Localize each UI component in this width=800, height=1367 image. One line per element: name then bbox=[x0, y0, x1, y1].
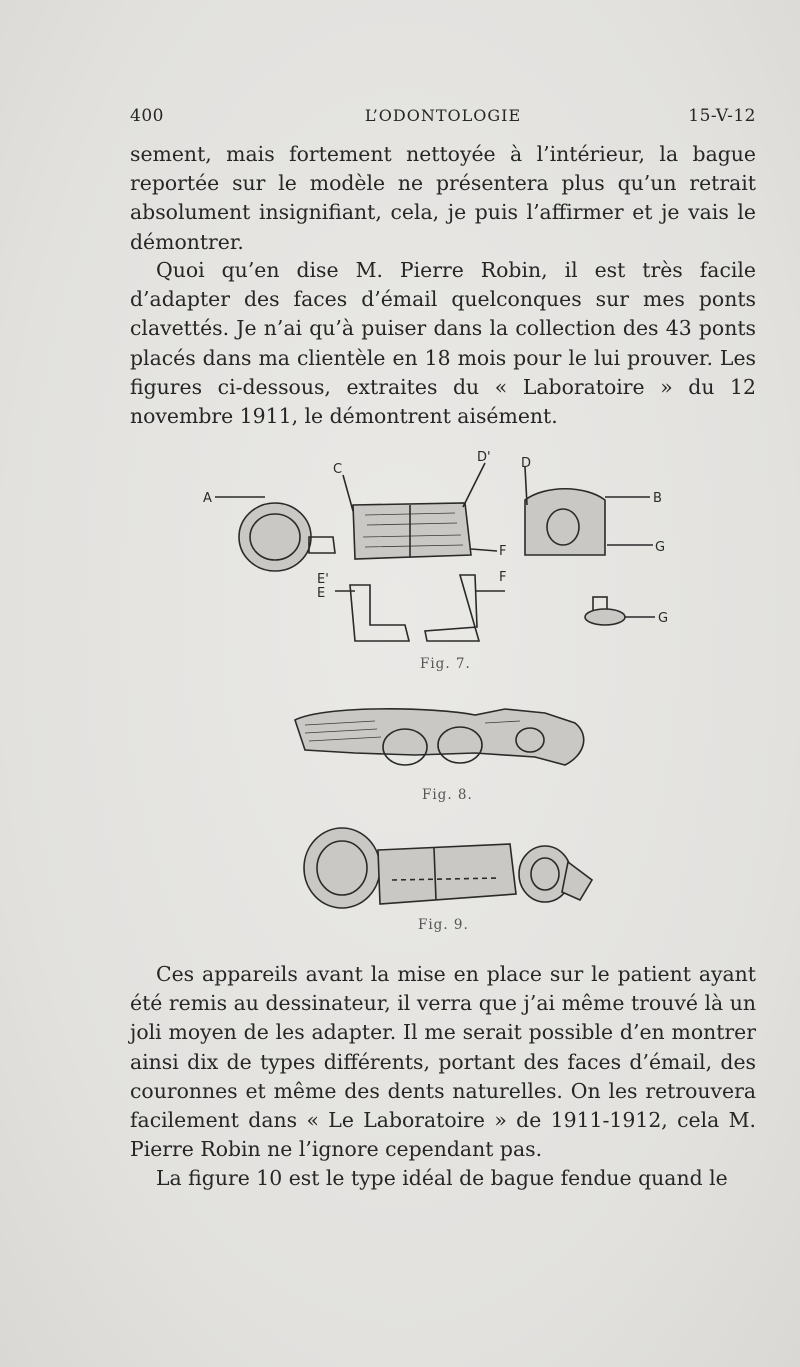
fig7-label-c: C bbox=[333, 462, 343, 477]
page-number: 400 bbox=[130, 106, 164, 126]
fig7-label-g: G bbox=[655, 540, 666, 555]
fig7-label-e-prime: E' bbox=[317, 572, 329, 587]
figure-7-caption: Fig. 7. bbox=[420, 656, 471, 672]
fig7-label-f-upper: F bbox=[499, 570, 507, 585]
fig7-label-b: B bbox=[653, 491, 662, 506]
paragraph: sement, mais fortement nettoyée à l’intérieur, la bague reportée sur le modèle ne présentera plus qu’un retrait absolument insignifiant, cela, je puis l’affirmer et je vais le démontrer. bbox=[130, 142, 756, 254]
paragraph: Quoi qu’en dise M. Pierre Robin, il est très facile d’adapter des faces d’émail quelconques sur mes ponts clavettés. Je n’ai qu’à puiser dans la collection des 43 ponts placés dans ma clientèle en 18 mois pour le lui prouver. Les figures ci-dessous, extraites du « Laboratoire » du 12 novembre 1911, le démontrent aisément. bbox=[130, 258, 756, 429]
running-header bbox=[130, 106, 756, 130]
fig7-label-e: E bbox=[317, 586, 326, 601]
piece-f bbox=[425, 575, 479, 641]
paragraph: La figure 10 est le type idéal de bague fendue quand le bbox=[156, 1166, 728, 1190]
figure-7-illustration bbox=[195, 445, 695, 655]
issue-date: 15-V-12 bbox=[688, 106, 756, 126]
fig7-label-a: A bbox=[203, 491, 212, 506]
fig7-label-g2: G bbox=[658, 611, 669, 626]
bridge-body bbox=[353, 503, 471, 559]
fig7-label-f: F bbox=[499, 544, 507, 559]
figure-8-illustration bbox=[285, 695, 605, 780]
running-title: L’ODONTOLOGIE bbox=[364, 106, 522, 125]
fig7-label-d: D bbox=[521, 456, 532, 471]
figure-8-caption: Fig. 8. bbox=[422, 787, 473, 803]
ring-fig9 bbox=[304, 828, 380, 908]
fig7-label-d-prime: D' bbox=[477, 450, 491, 465]
figure-9-caption: Fig. 9. bbox=[418, 917, 469, 933]
piece-e bbox=[350, 585, 409, 641]
bridge-fig9 bbox=[378, 844, 516, 904]
paragraph: Ces appareils avant la mise en place sur le patient ayant été remis au dessinateur, il verra que j’ai même trouvé là un joli moyen de les adapter. Il me serait possible d’en montrer ainsi dix de types différents, portant des faces d’émail, des couronnes et même des dents naturelles. On les retrouvera facilement dans « Le Laboratoire » de 1911-1912, cela M. Pierre Robin ne l’ignore cependant pas. bbox=[130, 962, 756, 1162]
figure-9-illustration bbox=[300, 822, 600, 912]
